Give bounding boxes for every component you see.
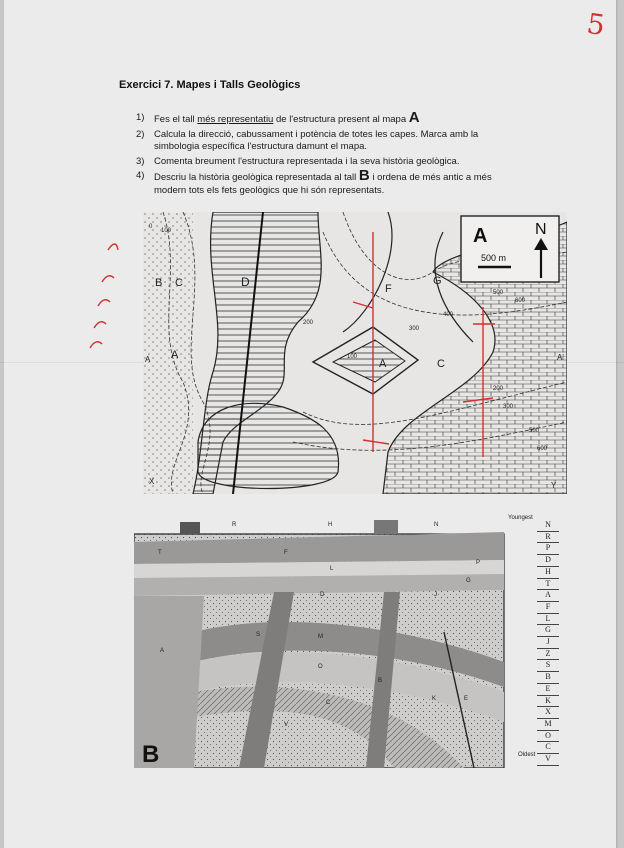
- sequence-entry: D: [537, 555, 559, 567]
- task-number: 3): [136, 155, 145, 167]
- contour-label: 300: [503, 404, 514, 410]
- task-item: [136, 129, 516, 154]
- task-item: [136, 167, 516, 197]
- scale-label: 500 m: [481, 253, 507, 263]
- section-end-label: A': [557, 353, 564, 362]
- map-unit-label: B: [155, 277, 163, 289]
- unit-label: A: [160, 648, 165, 654]
- sequence-entry: L: [537, 614, 559, 626]
- exercise-title: Exercici 7. Mapes i Talls Geològics: [119, 79, 301, 91]
- sequence-entry: M: [537, 719, 559, 731]
- sequence-entry: G: [537, 625, 559, 637]
- unit-label: P: [476, 560, 481, 566]
- task-text: i ordena de més antic a més modern tots els fets geològics que hi són representats.: [154, 172, 492, 196]
- map-unit-label: A: [379, 358, 387, 370]
- sequence-entry: H: [537, 567, 559, 579]
- handwritten-sequence: [537, 520, 559, 766]
- unit-label: B: [378, 678, 383, 684]
- task-number: 2): [136, 128, 145, 140]
- sequence-entry: V: [537, 754, 559, 766]
- contour-label: 600: [515, 298, 526, 304]
- unit-label: M: [318, 634, 323, 640]
- unit-label: V: [284, 722, 289, 728]
- unit-label: F: [284, 550, 288, 556]
- sequence-entry: A: [537, 590, 559, 602]
- sequence-entry: S: [537, 660, 559, 672]
- task-item: [136, 156, 516, 169]
- contour-label: 500: [529, 428, 540, 434]
- task-text: Fes el tall: [154, 114, 198, 125]
- unit-label: J: [434, 592, 437, 598]
- unit-label: R: [232, 522, 237, 528]
- task-list: [136, 109, 516, 199]
- task-text: Comenta breument l'estructura representada i la seva història geològica.: [154, 155, 460, 167]
- youngest-label: Youngest: [508, 515, 533, 521]
- sequence-entry: N: [537, 520, 559, 532]
- north-arrow-label: N: [535, 221, 547, 238]
- task-underlined: més representatiu: [197, 114, 274, 125]
- oldest-label: Oldest: [518, 752, 536, 758]
- task-text: Calcula la direcció, cabussament i potència de totes les capes. Marca amb la simbologia específica l'estructura damunt el mapa.: [154, 128, 479, 152]
- contour-label: 600: [537, 446, 548, 452]
- task-map-letter: A: [408, 109, 420, 126]
- sequence-entry: Z: [537, 649, 559, 661]
- map-unit-label: G: [433, 275, 442, 287]
- contour-label: 100: [347, 354, 358, 360]
- sequence-entry: F: [537, 602, 559, 614]
- task-text: de l'estructura present al mapa: [273, 114, 409, 125]
- corner-label: Y: [551, 481, 557, 490]
- sequence-entry: J: [537, 637, 559, 649]
- map-unit-label: F: [385, 283, 392, 295]
- unit-label: K: [432, 696, 437, 702]
- map-unit-label: A: [171, 349, 179, 361]
- page-number-mark: 5: [584, 6, 608, 43]
- map-panel-letter: A: [473, 225, 488, 247]
- unit-label: H: [328, 522, 333, 528]
- map-unit-label: C: [175, 277, 183, 289]
- task-number: 4): [136, 170, 145, 181]
- sequence-entry: T: [537, 579, 559, 591]
- corner-label: X: [149, 477, 155, 486]
- task-item: [136, 109, 516, 127]
- section-end-label: A: [145, 355, 151, 364]
- section-panel-letter: B: [142, 741, 160, 768]
- cross-section-b: [134, 512, 566, 768]
- sequence-entry: E: [537, 684, 559, 696]
- task-section-letter: B: [358, 167, 370, 184]
- task-number: 1): [136, 112, 145, 123]
- unit-label: D: [320, 592, 325, 598]
- unit-label: G: [466, 578, 471, 584]
- unit-label: O: [318, 664, 323, 670]
- unit-label: E: [464, 696, 469, 702]
- sequence-entry: P: [537, 543, 559, 555]
- sequence-entry: C: [537, 742, 559, 754]
- contour-label: 200: [493, 386, 504, 392]
- map-unit-label: D: [241, 275, 250, 289]
- unit-label: T: [158, 550, 162, 556]
- unit-label: C: [326, 700, 331, 706]
- contour-label: 0: [149, 224, 153, 230]
- contour-label: 400: [443, 312, 454, 318]
- map-unit-label: C: [437, 358, 445, 370]
- sequence-entry: B: [537, 672, 559, 684]
- contour-label: 100: [161, 228, 172, 234]
- task-text: Descriu la història geològica representada al tall: [154, 172, 359, 183]
- sequence-entry: O: [537, 731, 559, 743]
- contour-label: 300: [409, 326, 420, 332]
- unit-label: N: [434, 522, 439, 528]
- unit-label: S: [256, 632, 261, 638]
- margin-pen-marks: [80, 230, 130, 360]
- unit-label: L: [330, 566, 334, 572]
- geologic-map-a: [143, 212, 567, 494]
- sequence-entry: K: [537, 696, 559, 708]
- contour-label: 500: [493, 290, 504, 296]
- contour-label: 200: [303, 320, 314, 326]
- sequence-entry: X: [537, 707, 559, 719]
- sequence-entry: R: [537, 532, 559, 544]
